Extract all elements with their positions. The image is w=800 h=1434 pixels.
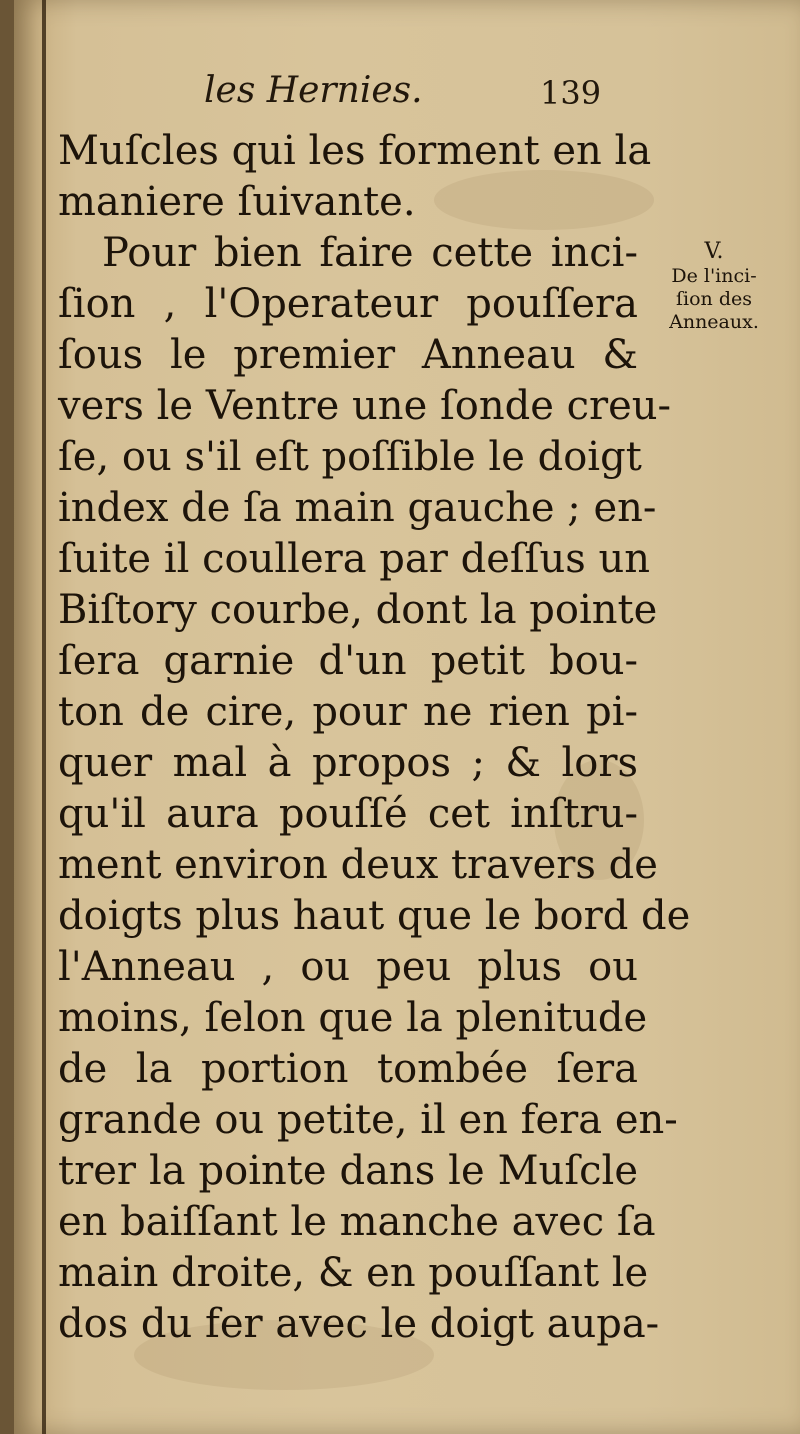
- text-line: ton de cire, pour ne rien pi-: [58, 689, 638, 735]
- page-header: [14, 70, 800, 120]
- book-page: [14, 0, 800, 1434]
- text-line: ſuite il coullera par deſſus un: [58, 536, 651, 582]
- text-line: ſous le premier Anneau &: [58, 332, 638, 378]
- text-line: qu'il aura pouſſé cet inſtru-: [58, 791, 638, 837]
- text-line: de la portion tombée ſera: [58, 1046, 638, 1092]
- marginal-line: De l'inci-: [671, 265, 757, 287]
- marginal-line: ſion des: [676, 288, 752, 310]
- text-line: dos du fer avec le doigt aupa-: [58, 1301, 660, 1347]
- text-line: Biſtory courbe, dont la pointe: [58, 587, 658, 633]
- text-line: ſion , l'Operateur pouſſera: [58, 281, 638, 327]
- text-line: maniere ſuivante.: [58, 179, 416, 225]
- page-number: 139: [540, 74, 602, 112]
- text-line: doigts plus haut que le bord de: [58, 893, 691, 939]
- text-line: ſe, ou s'il eſt poſſible le doigt: [58, 434, 642, 480]
- text-line: quer mal à propos ; & lors: [58, 740, 638, 786]
- text-line: trer la pointe dans le Muſcle: [58, 1148, 638, 1194]
- text-line: Pour bien faire cette inci-: [102, 230, 638, 276]
- text-line: index de ſa main gauche ; en-: [58, 485, 657, 531]
- marginal-note: [634, 240, 794, 334]
- text-line: vers le Ventre une ſonde creu-: [58, 383, 672, 429]
- running-title: les Hernies.: [204, 70, 423, 111]
- text-line: Muſcles qui les forment en la: [58, 128, 652, 174]
- text-line: en baiſſant le manche avec ſa: [58, 1199, 656, 1245]
- text-line: moins, ſelon que la plenitude: [58, 995, 648, 1041]
- text-line: l'Anneau , ou peu plus ou: [58, 944, 638, 990]
- text-line: grande ou petite, il en fera en-: [58, 1097, 678, 1143]
- marginal-reference: V.: [704, 239, 724, 264]
- text-line: main droite, & en pouſſant le: [58, 1250, 649, 1296]
- body-text: [58, 126, 691, 1350]
- text-line: ſera garnie d'un petit bou-: [58, 638, 638, 684]
- page-gutter-edge: [42, 0, 46, 1434]
- marginal-line: Anneaux.: [669, 311, 759, 333]
- text-line: ment environ deux travers de: [58, 842, 658, 888]
